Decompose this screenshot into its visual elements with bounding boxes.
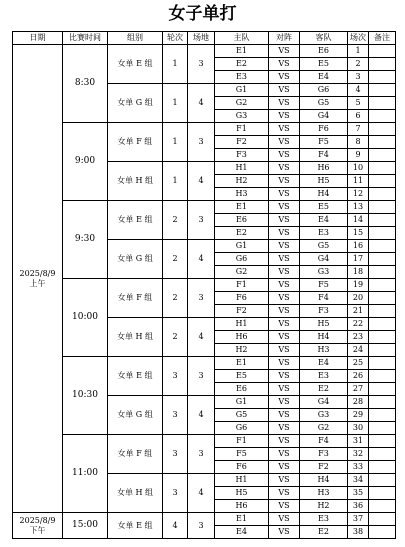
remarks-cell <box>369 266 396 279</box>
court-cell: 4 <box>188 396 215 435</box>
remarks-cell <box>369 500 396 513</box>
remarks-cell <box>369 149 396 162</box>
header-court: 场地 <box>188 32 215 45</box>
home-team-cell: E1 <box>215 45 269 58</box>
remarks-cell <box>369 279 396 292</box>
remarks-cell <box>369 292 396 305</box>
vs-cell: VS <box>269 110 300 123</box>
home-team-cell: E4 <box>215 526 269 539</box>
round-cell: 2 <box>163 279 188 318</box>
court-cell: 3 <box>188 279 215 318</box>
away-team-cell: G3 <box>300 409 348 422</box>
remarks-cell <box>369 188 396 201</box>
match-number-cell: 11 <box>348 175 369 188</box>
home-team-cell: G6 <box>215 422 269 435</box>
group-cell: 女单 G 组 <box>108 84 163 123</box>
group-cell: 女单 G 组 <box>108 396 163 435</box>
remarks-cell <box>369 396 396 409</box>
match-number-cell: 15 <box>348 227 369 240</box>
court-cell: 4 <box>188 84 215 123</box>
home-team-cell: H1 <box>215 162 269 175</box>
round-cell: 1 <box>163 45 188 84</box>
match-number-cell: 34 <box>348 474 369 487</box>
vs-cell: VS <box>269 448 300 461</box>
vs-cell: VS <box>269 175 300 188</box>
away-team-cell: F4 <box>300 292 348 305</box>
header-remarks: 备注 <box>369 32 396 45</box>
home-team-cell: F2 <box>215 136 269 149</box>
match-number-cell: 23 <box>348 331 369 344</box>
header-time: 比赛时间 <box>63 32 108 45</box>
away-team-cell: G4 <box>300 396 348 409</box>
home-team-cell: G1 <box>215 240 269 253</box>
match-number-cell: 18 <box>348 266 369 279</box>
away-team-cell: G4 <box>300 110 348 123</box>
away-team-cell: F5 <box>300 136 348 149</box>
away-team-cell: F3 <box>300 448 348 461</box>
table-row <box>13 123 396 136</box>
match-number-cell: 25 <box>348 357 369 370</box>
vs-cell: VS <box>269 331 300 344</box>
group-cell: 女单 F 组 <box>108 435 163 474</box>
time-cell: 10:00 <box>63 279 108 357</box>
vs-cell: VS <box>269 45 300 58</box>
vs-cell: VS <box>269 292 300 305</box>
round-cell: 3 <box>163 357 188 396</box>
court-cell: 4 <box>188 162 215 201</box>
time-cell: 11:00 <box>63 435 108 513</box>
table-row <box>13 279 396 292</box>
group-cell: 女单 E 组 <box>108 357 163 396</box>
group-cell: 女单 E 组 <box>108 513 163 539</box>
remarks-cell <box>369 513 396 526</box>
vs-cell: VS <box>269 344 300 357</box>
home-team-cell: E1 <box>215 357 269 370</box>
home-team-cell: F5 <box>215 448 269 461</box>
vs-cell: VS <box>269 279 300 292</box>
home-team-cell: H2 <box>215 175 269 188</box>
away-team-cell: H4 <box>300 474 348 487</box>
match-number-cell: 5 <box>348 97 369 110</box>
round-cell: 2 <box>163 318 188 357</box>
remarks-cell <box>369 422 396 435</box>
vs-cell: VS <box>269 474 300 487</box>
header-away: 客队 <box>300 32 348 45</box>
home-team-cell: F1 <box>215 279 269 292</box>
match-number-cell: 10 <box>348 162 369 175</box>
time-cell: 15:00 <box>63 513 108 539</box>
round-cell: 1 <box>163 123 188 162</box>
away-team-cell: F4 <box>300 435 348 448</box>
date-cell: 2025/8/9 下午 <box>13 513 63 539</box>
group-cell: 女单 H 组 <box>108 318 163 357</box>
round-cell: 4 <box>163 513 188 539</box>
remarks-cell <box>369 448 396 461</box>
header-row <box>13 32 396 45</box>
remarks-cell <box>369 409 396 422</box>
group-cell: 女单 G 组 <box>108 240 163 279</box>
vs-cell: VS <box>269 266 300 279</box>
away-team-cell: F6 <box>300 123 348 136</box>
home-team-cell: F6 <box>215 292 269 305</box>
home-team-cell: H1 <box>215 474 269 487</box>
vs-cell: VS <box>269 136 300 149</box>
remarks-cell <box>369 136 396 149</box>
home-team-cell: G6 <box>215 253 269 266</box>
header-date: 日期 <box>13 32 63 45</box>
vs-cell: VS <box>269 305 300 318</box>
court-cell: 4 <box>188 318 215 357</box>
remarks-cell <box>369 253 396 266</box>
away-team-cell: E4 <box>300 214 348 227</box>
away-team-cell: G4 <box>300 253 348 266</box>
remarks-cell <box>369 383 396 396</box>
match-number-cell: 20 <box>348 292 369 305</box>
vs-cell: VS <box>269 71 300 84</box>
vs-cell: VS <box>269 461 300 474</box>
remarks-cell <box>369 162 396 175</box>
header-home: 主队 <box>215 32 269 45</box>
time-cell: 10:30 <box>63 357 108 435</box>
round-cell: 1 <box>163 162 188 201</box>
match-number-cell: 13 <box>348 201 369 214</box>
court-cell: 3 <box>188 435 215 474</box>
remarks-cell <box>369 435 396 448</box>
home-team-cell: F6 <box>215 461 269 474</box>
remarks-cell <box>369 175 396 188</box>
away-team-cell: E3 <box>300 227 348 240</box>
table-row <box>13 435 396 448</box>
court-cell: 4 <box>188 240 215 279</box>
court-cell: 3 <box>188 513 215 539</box>
vs-cell: VS <box>269 188 300 201</box>
vs-cell: VS <box>269 435 300 448</box>
match-number-cell: 21 <box>348 305 369 318</box>
remarks-cell <box>369 201 396 214</box>
home-team-cell: F1 <box>215 435 269 448</box>
remarks-cell <box>369 123 396 136</box>
vs-cell: VS <box>269 58 300 71</box>
away-team-cell: E5 <box>300 201 348 214</box>
remarks-cell <box>369 240 396 253</box>
vs-cell: VS <box>269 253 300 266</box>
court-cell: 3 <box>188 123 215 162</box>
home-team-cell: E5 <box>215 370 269 383</box>
match-number-cell: 7 <box>348 123 369 136</box>
header-vs: 对阵 <box>269 32 300 45</box>
away-team-cell: G5 <box>300 97 348 110</box>
vs-cell: VS <box>269 123 300 136</box>
time-cell: 9:30 <box>63 201 108 279</box>
away-team-cell: F5 <box>300 279 348 292</box>
home-team-cell: E2 <box>215 227 269 240</box>
remarks-cell <box>369 110 396 123</box>
round-cell: 2 <box>163 240 188 279</box>
away-team-cell: G6 <box>300 84 348 97</box>
match-number-cell: 12 <box>348 188 369 201</box>
home-team-cell: H1 <box>215 318 269 331</box>
round-cell: 3 <box>163 396 188 435</box>
court-cell: 4 <box>188 474 215 513</box>
vs-cell: VS <box>269 370 300 383</box>
home-team-cell: H5 <box>215 487 269 500</box>
match-number-cell: 16 <box>348 240 369 253</box>
away-team-cell: G3 <box>300 266 348 279</box>
round-cell: 2 <box>163 201 188 240</box>
match-number-cell: 27 <box>348 383 369 396</box>
table-row <box>13 513 396 526</box>
vs-cell: VS <box>269 149 300 162</box>
vs-cell: VS <box>269 357 300 370</box>
match-number-cell: 28 <box>348 396 369 409</box>
away-team-cell: H3 <box>300 344 348 357</box>
court-cell: 3 <box>188 45 215 84</box>
vs-cell: VS <box>269 500 300 513</box>
match-number-cell: 6 <box>348 110 369 123</box>
header-match-no: 场次 <box>348 32 369 45</box>
match-number-cell: 35 <box>348 487 369 500</box>
away-team-cell: E2 <box>300 383 348 396</box>
match-number-cell: 31 <box>348 435 369 448</box>
date-cell: 2025/8/9 上午 <box>13 45 63 513</box>
remarks-cell <box>369 461 396 474</box>
remarks-cell <box>369 305 396 318</box>
match-number-cell: 9 <box>348 149 369 162</box>
match-number-cell: 24 <box>348 344 369 357</box>
home-team-cell: F3 <box>215 149 269 162</box>
remarks-cell <box>369 71 396 84</box>
schedule-body <box>13 45 396 539</box>
home-team-cell: G1 <box>215 84 269 97</box>
match-number-cell: 37 <box>348 513 369 526</box>
match-number-cell: 33 <box>348 461 369 474</box>
away-team-cell: H3 <box>300 487 348 500</box>
match-number-cell: 2 <box>348 58 369 71</box>
away-team-cell: H2 <box>300 500 348 513</box>
remarks-cell <box>369 318 396 331</box>
remarks-cell <box>369 58 396 71</box>
home-team-cell: E6 <box>215 383 269 396</box>
remarks-cell <box>369 214 396 227</box>
vs-cell: VS <box>269 318 300 331</box>
vs-cell: VS <box>269 422 300 435</box>
match-number-cell: 3 <box>348 71 369 84</box>
match-number-cell: 32 <box>348 448 369 461</box>
match-number-cell: 4 <box>348 84 369 97</box>
match-number-cell: 38 <box>348 526 369 539</box>
vs-cell: VS <box>269 396 300 409</box>
away-team-cell: F2 <box>300 461 348 474</box>
remarks-cell <box>369 227 396 240</box>
remarks-cell <box>369 370 396 383</box>
match-number-cell: 30 <box>348 422 369 435</box>
away-team-cell: H4 <box>300 188 348 201</box>
home-team-cell: G1 <box>215 396 269 409</box>
away-team-cell: G2 <box>300 422 348 435</box>
match-number-cell: 22 <box>348 318 369 331</box>
group-cell: 女单 E 组 <box>108 201 163 240</box>
time-cell: 9:00 <box>63 123 108 201</box>
home-team-cell: E2 <box>215 58 269 71</box>
away-team-cell: G5 <box>300 240 348 253</box>
header-round: 轮次 <box>163 32 188 45</box>
home-team-cell: H6 <box>215 331 269 344</box>
match-number-cell: 8 <box>348 136 369 149</box>
home-team-cell: H6 <box>215 500 269 513</box>
match-number-cell: 1 <box>348 45 369 58</box>
group-cell: 女单 H 组 <box>108 162 163 201</box>
schedule-table <box>12 31 396 539</box>
vs-cell: VS <box>269 201 300 214</box>
vs-cell: VS <box>269 227 300 240</box>
home-team-cell: H2 <box>215 344 269 357</box>
home-team-cell: E1 <box>215 201 269 214</box>
remarks-cell <box>369 474 396 487</box>
away-team-cell: E6 <box>300 45 348 58</box>
vs-cell: VS <box>269 214 300 227</box>
remarks-cell <box>369 331 396 344</box>
round-cell: 3 <box>163 474 188 513</box>
away-team-cell: H4 <box>300 331 348 344</box>
remarks-cell <box>369 357 396 370</box>
vs-cell: VS <box>269 487 300 500</box>
vs-cell: VS <box>269 409 300 422</box>
home-team-cell: G5 <box>215 409 269 422</box>
match-number-cell: 36 <box>348 500 369 513</box>
vs-cell: VS <box>269 383 300 396</box>
remarks-cell <box>369 45 396 58</box>
away-team-cell: H6 <box>300 162 348 175</box>
remarks-cell <box>369 97 396 110</box>
group-cell: 女单 E 组 <box>108 45 163 84</box>
match-number-cell: 29 <box>348 409 369 422</box>
away-team-cell: E4 <box>300 71 348 84</box>
round-cell: 1 <box>163 84 188 123</box>
away-team-cell: F4 <box>300 149 348 162</box>
home-team-cell: F2 <box>215 305 269 318</box>
court-cell: 3 <box>188 201 215 240</box>
away-team-cell: H5 <box>300 175 348 188</box>
remarks-cell <box>369 487 396 500</box>
home-team-cell: E6 <box>215 214 269 227</box>
away-team-cell: H5 <box>300 318 348 331</box>
remarks-cell <box>369 526 396 539</box>
match-number-cell: 14 <box>348 214 369 227</box>
court-cell: 3 <box>188 357 215 396</box>
table-row <box>13 357 396 370</box>
vs-cell: VS <box>269 526 300 539</box>
away-team-cell: F3 <box>300 305 348 318</box>
vs-cell: VS <box>269 97 300 110</box>
vs-cell: VS <box>269 513 300 526</box>
group-cell: 女单 F 组 <box>108 123 163 162</box>
home-team-cell: E1 <box>215 513 269 526</box>
vs-cell: VS <box>269 240 300 253</box>
time-cell: 8:30 <box>63 45 108 123</box>
group-cell: 女单 F 组 <box>108 279 163 318</box>
table-row <box>13 201 396 214</box>
home-team-cell: G2 <box>215 266 269 279</box>
page-title: 女子单打 <box>168 4 237 24</box>
table-row <box>13 45 396 58</box>
home-team-cell: G2 <box>215 97 269 110</box>
remarks-cell <box>369 84 396 97</box>
remarks-cell <box>369 344 396 357</box>
match-number-cell: 19 <box>348 279 369 292</box>
round-cell: 3 <box>163 435 188 474</box>
match-number-cell: 17 <box>348 253 369 266</box>
vs-cell: VS <box>269 162 300 175</box>
away-team-cell: E2 <box>300 526 348 539</box>
away-team-cell: E4 <box>300 357 348 370</box>
vs-cell: VS <box>269 84 300 97</box>
home-team-cell: E3 <box>215 71 269 84</box>
away-team-cell: E5 <box>300 58 348 71</box>
group-cell: 女单 H 组 <box>108 474 163 513</box>
home-team-cell: F1 <box>215 123 269 136</box>
home-team-cell: H3 <box>215 188 269 201</box>
away-team-cell: E3 <box>300 370 348 383</box>
match-number-cell: 26 <box>348 370 369 383</box>
home-team-cell: G3 <box>215 110 269 123</box>
away-team-cell: E3 <box>300 513 348 526</box>
header-group: 组别 <box>108 32 163 45</box>
